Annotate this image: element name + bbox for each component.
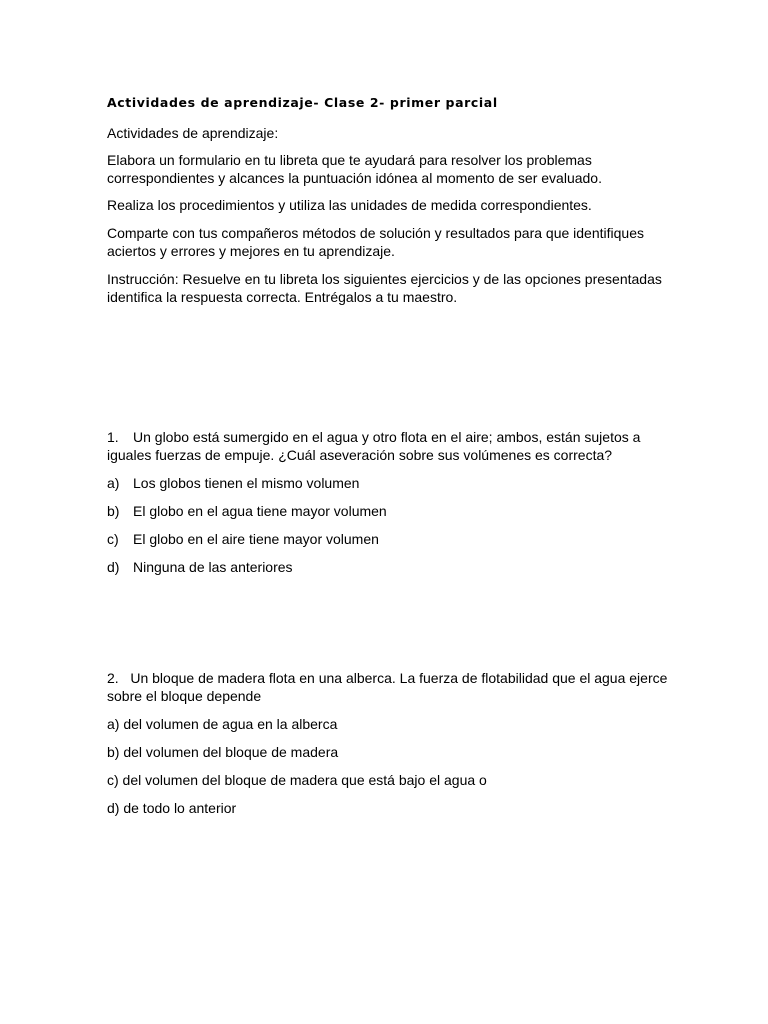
option-letter: b): [107, 503, 120, 519]
option-letter: c): [107, 531, 119, 547]
document-title: Actividades de aprendizaje- Clase 2- primer parcial: [107, 95, 498, 110]
question-1-option-c: [107, 530, 379, 548]
option-text: Ninguna de las anteriores: [133, 559, 293, 575]
option-text: Los globos tienen el mismo volumen: [133, 475, 360, 491]
question-2-text-line-1: Un bloque de madera flota en una alberca. La fuerza de flotabilidad que el agua ejerce: [130, 670, 668, 686]
question-2-line-2: sobre el bloque depende: [107, 688, 262, 704]
option-text: El globo en el aire tiene mayor volumen: [133, 531, 379, 547]
question-2-line-1: [107, 669, 667, 687]
option-text: El globo en el agua tiene mayor volumen: [133, 503, 387, 519]
question-1-text-line-1: Un globo está sumergido en el agua y otro flota en el aire; ambos, están sujetos a: [133, 429, 641, 445]
question-1-line-2: iguales fuerzas de empuje. ¿Cuál aseveración sobre sus volúmenes es correcta?: [107, 447, 613, 463]
question-2-option-a: a) del volumen de agua en la alberca: [107, 716, 338, 732]
intro-paragraph-2: Realiza los procedimientos y utiliza las unidades de medida correspondientes.: [107, 197, 592, 213]
question-2-option-c: c) del volumen del bloque de madera que está bajo el agua o: [107, 772, 487, 788]
question-1-line-1: [107, 428, 667, 446]
intro-paragraph-3-line-2: aciertos y errores y mejores en tu aprendizaje.: [107, 243, 395, 259]
question-2-number: 2.: [107, 670, 119, 686]
instruction-line-1: Instrucción: Resuelve en tu libreta los siguientes ejercicios y de las opciones presentadas: [107, 271, 662, 287]
option-letter: d): [107, 559, 120, 575]
intro-paragraph-1-line-1: Elabora un formulario en tu libreta que te ayudará para resolver los problemas: [107, 152, 592, 168]
question-1-option-d: [107, 558, 293, 576]
intro-paragraph-1-line-2: correspondientes y alcances la puntuación idónea al momento de ser evaluado.: [107, 170, 602, 186]
question-2-option-b: b) del volumen del bloque de madera: [107, 744, 339, 760]
question-2-option-d: d) de todo lo anterior: [107, 800, 237, 816]
option-letter: a): [107, 475, 120, 491]
question-1-option-a: [107, 474, 359, 492]
intro-heading: Actividades de aprendizaje:: [107, 125, 279, 141]
intro-paragraph-3-line-1: Comparte con tus compañeros métodos de solución y resultados para que identifiques: [107, 225, 644, 241]
instruction-line-2: identifica la respuesta correcta. Entrégalos a tu maestro.: [107, 289, 458, 305]
question-1-number: 1.: [107, 429, 119, 445]
question-1-option-b: [107, 502, 387, 520]
